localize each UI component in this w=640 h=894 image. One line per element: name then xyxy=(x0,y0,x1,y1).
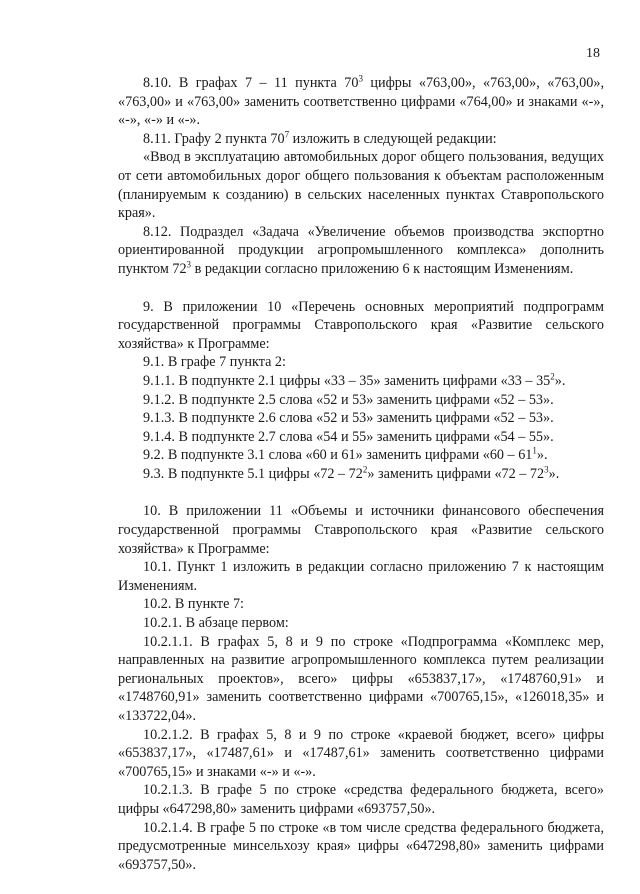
paragraph xyxy=(118,353,604,372)
paragraph xyxy=(118,428,604,447)
paragraph xyxy=(118,819,604,875)
paragraph xyxy=(118,502,604,558)
text-run: 9.3. В подпункте 5.1 цифры «72 – 72 xyxy=(143,465,363,482)
text-run: 10.2.1.3. В графе 5 по строке «средства федерального бюджета, всего» цифры «647298,80» заменить цифрами «693757,50». xyxy=(118,782,604,817)
text-run: 8.12. Подраздел «Задача «Увеличение объемов производства экспортно ориентированной продукции агропромышленного комплекса» дополнить пунктом 72 xyxy=(118,223,604,277)
paragraph xyxy=(118,74,604,130)
text-run: » заменить цифрами «72 – 72 xyxy=(367,465,545,482)
paragraph xyxy=(118,595,604,614)
text-run: ». xyxy=(554,372,566,389)
superscript: 3 xyxy=(358,73,363,84)
text-run: 9.1.3. В подпункте 2.6 слова «52 и 53» заменить цифрами «52 – 53». xyxy=(143,410,554,427)
paragraph xyxy=(118,298,604,354)
text-run: 8.11. Графу 2 пункта 70 xyxy=(143,130,285,147)
text-run: 9.1.2. В подпункте 2.5 слова «52 и 53» заменить цифрами «52 – 53». xyxy=(143,391,554,408)
text-run: 10.1. Пункт 1 изложить в редакции согласно приложению 7 к настоящим Изменениям. xyxy=(118,559,604,594)
text-run: ». xyxy=(548,465,560,482)
text-run: 10.2.1.1. В графах 5, 8 и 9 по строке «Подпрограмма «Комплекс мер, направленных на развитие агропромышленного комплекса путем реализации региональных проектов», всего» цифры «653837,17», «1748760,91» и «1748760,91» заменить соответственно цифрами «700765,15», «126018,35» и «133722,04». xyxy=(118,633,604,724)
paragraph xyxy=(118,223,604,279)
superscript: 1 xyxy=(532,445,537,456)
text-run: 10. В приложении 11 «Объемы и источники финансового обеспечения государственной программы Ставропольского края «Развитие сельского хозяйства» к Программе: xyxy=(118,503,604,557)
paragraph xyxy=(118,633,604,726)
paragraph xyxy=(118,726,604,782)
text-run: 9.1.4. В подпункте 2.7 слова «54 и 55» заменить цифрами «54 – 55». xyxy=(143,428,554,445)
paragraph xyxy=(118,130,604,149)
paragraph xyxy=(118,614,604,633)
page-number: 18 xyxy=(586,46,600,61)
text-run: изложить в следующей редакции: xyxy=(289,130,497,147)
paragraph xyxy=(118,391,604,410)
document-body xyxy=(118,74,604,874)
text-run: 9.2. В подпункте 3.1 слова «60 и 61» заменить цифрами «60 – 61 xyxy=(143,447,533,464)
paragraph xyxy=(118,409,604,428)
superscript: 7 xyxy=(284,129,290,140)
text-run: 10.2.1. В абзаце первом: xyxy=(143,615,289,632)
paragraph xyxy=(118,465,604,484)
text-run: 8.10. В графах 7 – 11 пункта 70 xyxy=(143,75,359,91)
text-run: 9.1. В графе 7 пункта 2: xyxy=(143,354,286,371)
superscript: 2 xyxy=(362,464,368,475)
superscript: 3 xyxy=(186,259,192,270)
paragraph xyxy=(118,148,604,222)
paragraph xyxy=(118,446,604,465)
paragraph xyxy=(118,372,604,391)
text-run: ». xyxy=(536,447,548,464)
text-run: 10.2.1.4. В графе 5 по строке «в том числе средства федерального бюджета, предусмотренные минсельхозу края» цифры «647298,80» заменить цифрами «693757,50». xyxy=(118,819,604,873)
text-run: цифры «763,00», «763,00», «763,00», «763,00» и «763,00» заменить соответственно цифрами «764,00» и знаками «-», «-», «-» и «-». xyxy=(118,75,604,129)
superscript: 3 xyxy=(544,464,549,475)
text-run: 10.2.1.2. В графах 5, 8 и 9 по строке «краевой бюджет, всего» цифры «653837,17», «17487,61» и «17487,61» заменить соответственно цифрами «700765,15» и знаками «-» и «-». xyxy=(118,726,604,780)
text-run: «Ввод в эксплуатацию автомобильных дорог общего пользования, ведущих от сети автомобильных дорог общего пользования к объектам расположенным (планируемым к созданию) в сельских населенных пунктах Ставропольского края». xyxy=(118,149,604,222)
text-run: 9. В приложении 10 «Перечень основных мероприятий подпрограмм государственной программы Ставропольского края «Развитие сельского хозяйства» к Программе: xyxy=(118,298,604,352)
text-run: 9.1.1. В подпункте 2.1 цифры «33 – 35» заменить цифрами «33 – 35 xyxy=(143,372,551,389)
paragraph xyxy=(118,558,604,595)
paragraph xyxy=(118,781,604,818)
paragraph-gap xyxy=(118,279,604,298)
text-run: 10.2. В пункте 7: xyxy=(143,596,244,613)
superscript: 2 xyxy=(550,371,555,382)
paragraph-gap xyxy=(118,483,604,502)
text-run: в редакции согласно приложению 6 к настоящим Изменениям. xyxy=(191,260,574,277)
